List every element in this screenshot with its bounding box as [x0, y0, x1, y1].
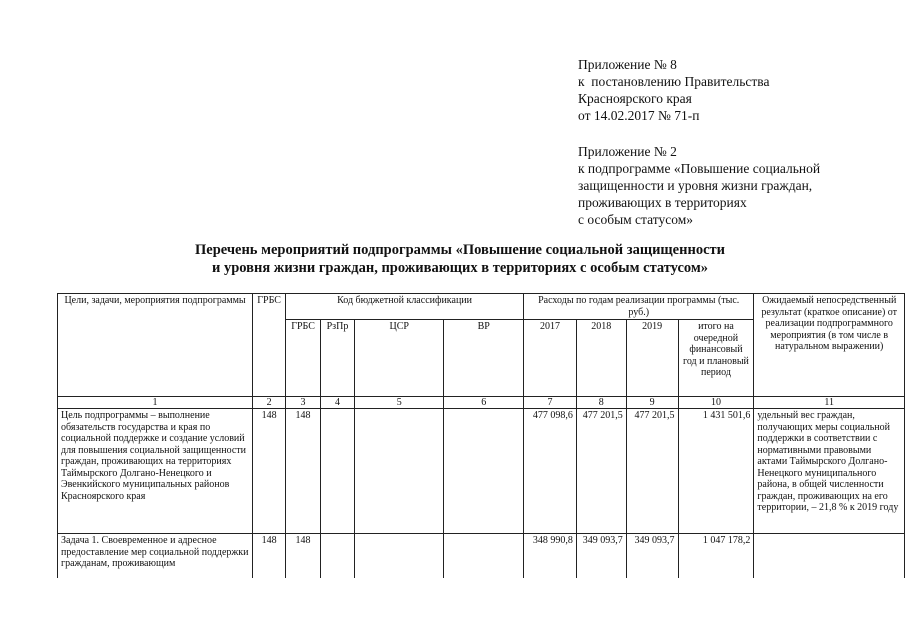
- column-number: 11: [754, 397, 905, 409]
- column-number: 8: [576, 397, 626, 409]
- header-grbs: ГРБС: [253, 294, 286, 397]
- row-result: [754, 534, 905, 578]
- appendix-2-line-1: Приложение № 2: [578, 144, 677, 159]
- header-sub-2017: 2017: [524, 320, 577, 397]
- row-rzpr: [321, 409, 355, 534]
- document-title-line-1: Перечень мероприятий подпрограммы «Повышение социальной защищенности: [194, 242, 725, 258]
- header-sub-grbs: ГРБС: [286, 320, 321, 397]
- row-csr: [354, 409, 444, 534]
- appendix-2-line-4: проживающих в территориях: [578, 195, 747, 210]
- header-sub-2018: 2018: [576, 320, 626, 397]
- appendix-2-line-5: с особым статусом»: [578, 212, 694, 227]
- row-code-grbs: 148: [286, 409, 321, 534]
- row-grbs: 148: [253, 409, 286, 534]
- document-title-line-2: и уровня жизни граждан, проживающих в территориях с особым статусом»: [211, 260, 709, 276]
- column-number: 3: [286, 397, 321, 409]
- row-name: Задача 1. Своевременное и адресное предоставление мер социальной поддержки гражданам, проживающим: [58, 534, 253, 578]
- column-number: 2: [253, 397, 286, 409]
- column-number: 5: [354, 397, 444, 409]
- header-expenses: Расходы по годам реализации программы (тыс. руб.): [524, 294, 754, 320]
- appendix-8-line-2: к постановлению Правительства: [578, 74, 770, 89]
- row-csr: [354, 534, 444, 578]
- header-budget-code: Код бюджетной классификации: [286, 294, 524, 320]
- appendix-2-line-3: защищенности и уровня жизни граждан,: [578, 178, 813, 193]
- column-number: 10: [678, 397, 754, 409]
- column-number: 7: [524, 397, 577, 409]
- header-sub-total: итого на очередной финансовый год и плановый период: [678, 320, 754, 397]
- row-vr: [444, 534, 524, 578]
- document-title: [150, 241, 770, 277]
- column-number: 4: [321, 397, 355, 409]
- row-2019: 477 201,5: [626, 409, 678, 534]
- header-sub-rzpr: РзПр: [321, 320, 355, 397]
- row-grbs: 148: [253, 534, 286, 578]
- column-number: 1: [58, 397, 253, 409]
- header-goals: Цели, задачи, мероприятия подпрограммы: [58, 294, 253, 397]
- row-code-grbs: 148: [286, 534, 321, 578]
- row-2018: 477 201,5: [576, 409, 626, 534]
- row-vr: [444, 409, 524, 534]
- measures-table: [57, 293, 905, 578]
- appendix-2-block: [578, 143, 820, 228]
- row-total: 1 431 501,6: [678, 409, 754, 534]
- header-sub-csr: ЦСР: [354, 320, 444, 397]
- table-row: [58, 409, 905, 534]
- row-2019: 349 093,7: [626, 534, 678, 578]
- row-result: удельный вес граждан, получающих меры социальной поддержки в соответствии с нормативными правовыми актами Таймырского Долгано-Ненецкого муниципального района, в общей численности граждан, проживающих на его территории, – 21,8 % к 2019 году: [754, 409, 905, 534]
- table-row: [58, 534, 905, 578]
- row-2018: 349 093,7: [576, 534, 626, 578]
- appendix-8-line-3: Красноярского края: [578, 91, 692, 106]
- header-expected-result: Ожидаемый непосредственный результат (краткое описание) от реализации подпрограммного мероприятия (в том числе в натуральном выражении): [754, 294, 905, 397]
- row-rzpr: [321, 534, 355, 578]
- row-total: 1 047 178,2: [678, 534, 754, 578]
- appendix-8-block: [578, 56, 769, 124]
- row-2017: 477 098,6: [524, 409, 577, 534]
- row-2017: 348 990,8: [524, 534, 577, 578]
- header-sub-vr: ВР: [444, 320, 524, 397]
- appendix-8-line-1: Приложение № 8: [578, 57, 677, 72]
- appendix-8-line-4: от 14.02.2017 № 71-п: [578, 108, 700, 123]
- column-number: 6: [444, 397, 524, 409]
- header-sub-2019: 2019: [626, 320, 678, 397]
- row-name: Цель подпрограммы – выполнение обязательств государства и края по социальной поддержке и создание условий для повышения социальной защищенности граждан, проживающих на территориях Таймырского Долгано-Ненецкого и Эвенкийского муниципальных районов Красноярского края: [58, 409, 253, 534]
- column-number: 9: [626, 397, 678, 409]
- appendix-2-line-2: к подпрограмме «Повышение социальной: [578, 161, 821, 176]
